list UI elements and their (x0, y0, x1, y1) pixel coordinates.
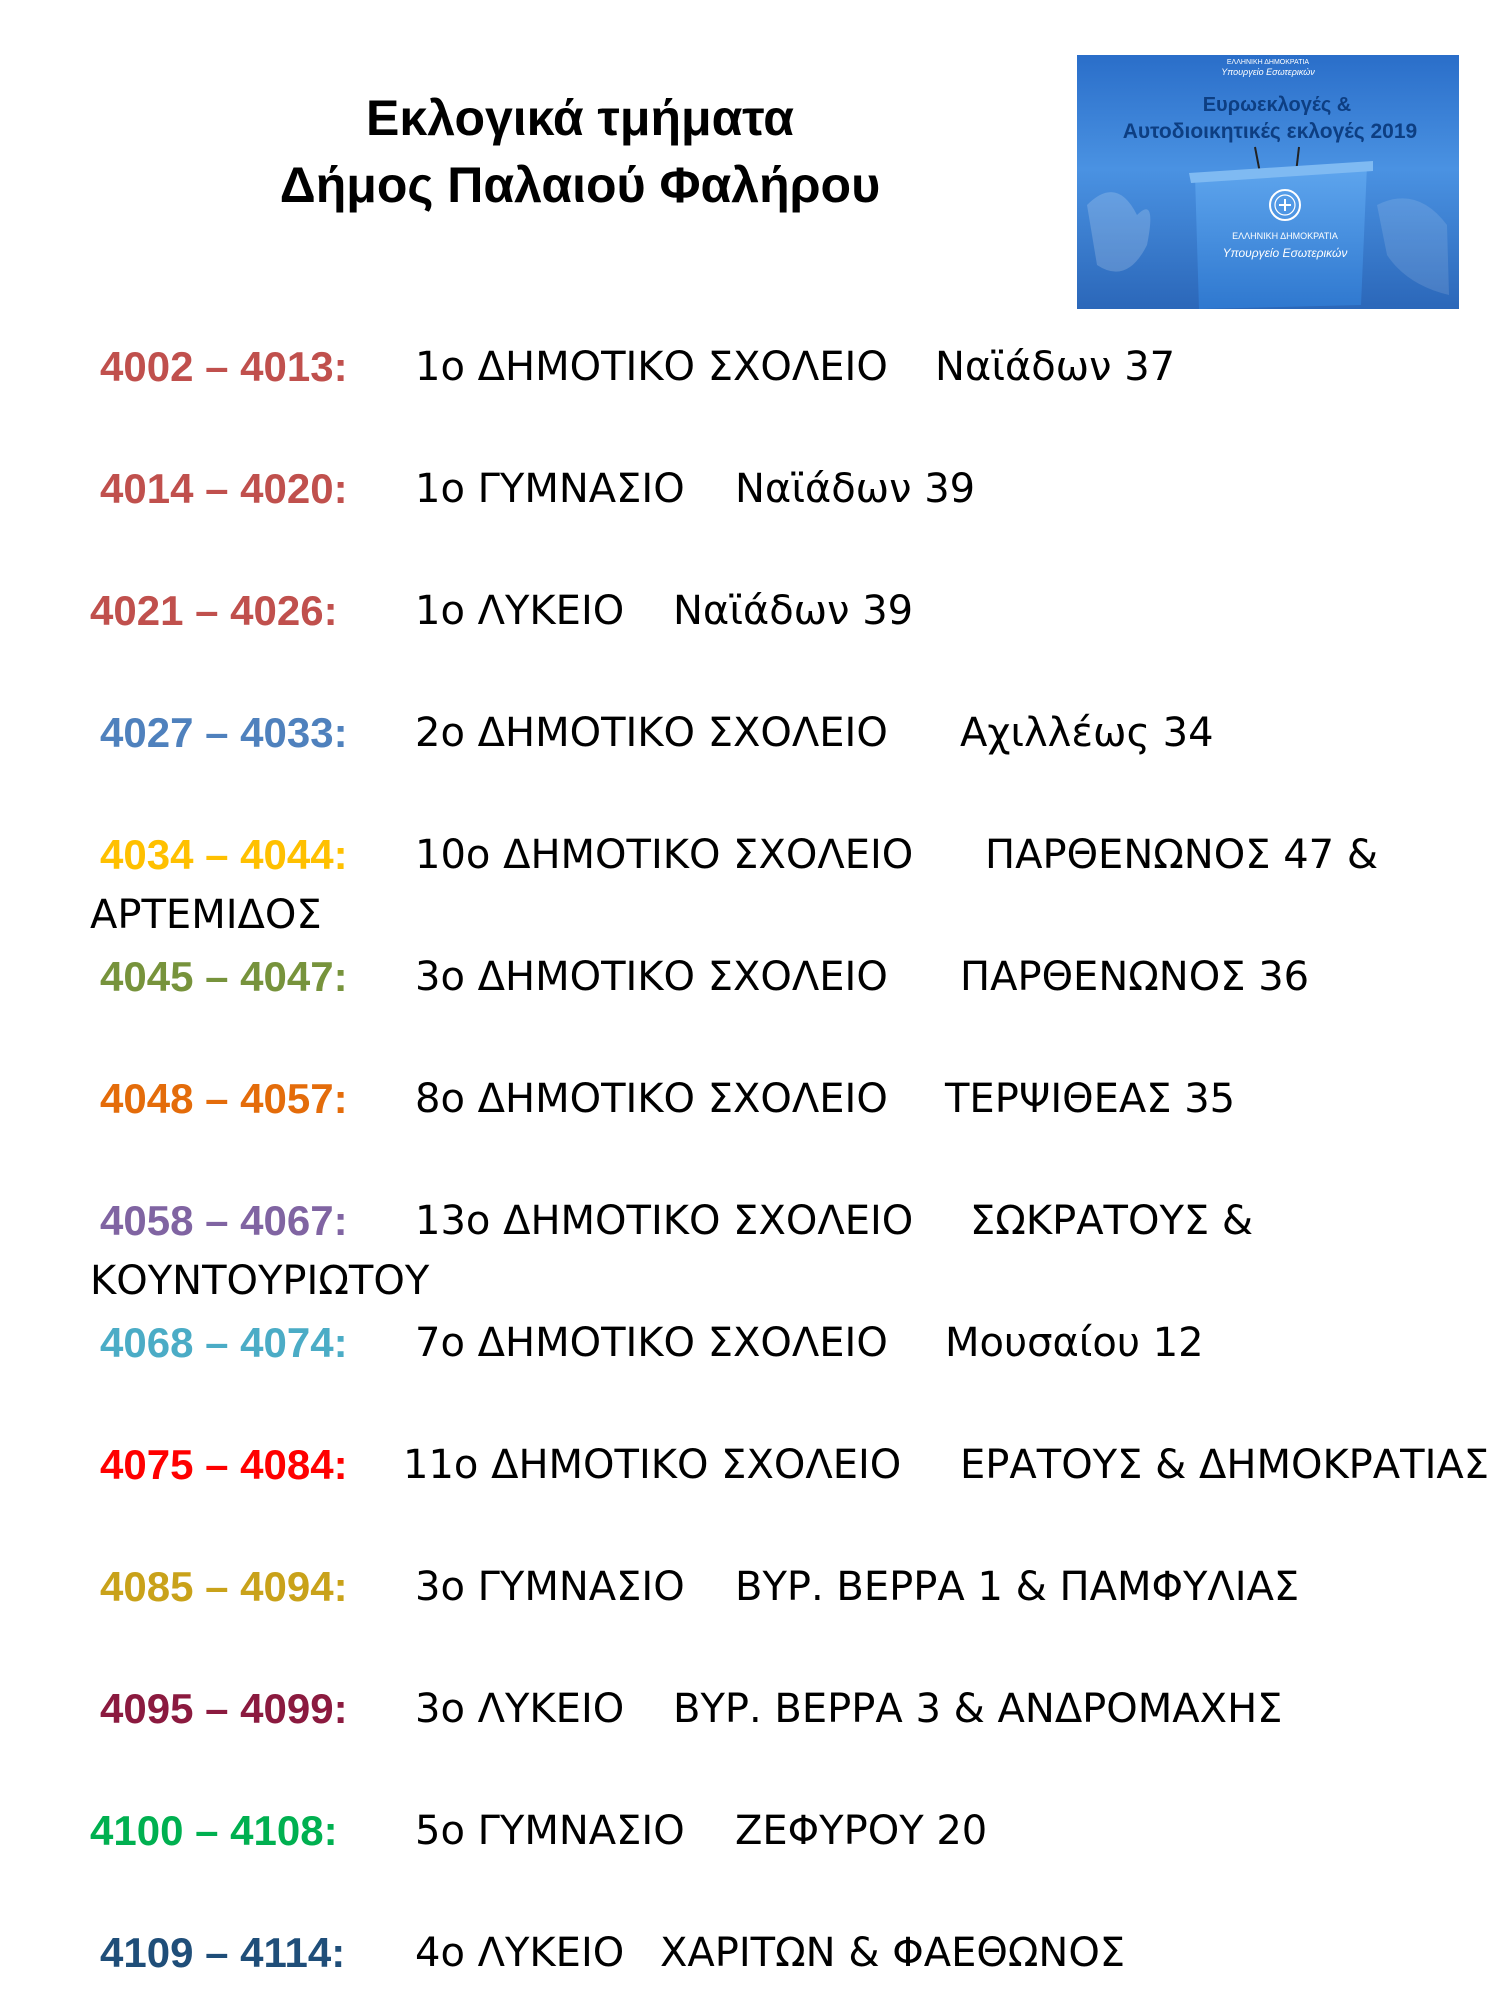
station-range: 4095 – 4099: (100, 1685, 348, 1732)
school-address: ΕΡΑΤΟΥΣ & ΔΗΜΟΚΡΑΤΙΑΣ (960, 1442, 1490, 1488)
greek-emblem-icon (1270, 190, 1300, 220)
school-address: ΤΕΡΨΙΘΕΑΣ 35 (945, 1076, 1236, 1122)
school-address: Μουσαίου 12 (945, 1320, 1204, 1366)
school-name: 11ο ΔΗΜΟΤΙΚΟ ΣΧΟΛΕΙΟ (403, 1442, 902, 1488)
polling-station-entry (0, 1313, 1500, 1373)
station-range: 4002 – 4013: (100, 343, 348, 390)
station-range: 4045 – 4047: (100, 953, 348, 1000)
polling-station-entry (0, 947, 1500, 1007)
page-title: Εκλογικά τμήματα (366, 90, 794, 146)
school-address: ΒΥΡ. ΒΕΡΡΑ 3 & ΑΝΔΡΟΜΑΧΗΣ (673, 1686, 1283, 1732)
polling-station-entry (0, 1923, 1500, 1983)
school-address: ΖΕΦΥΡΟΥ 20 (735, 1808, 988, 1854)
school-address: Ναϊάδων 39 (673, 588, 914, 634)
school-name: 5ο ΓΥΜΝΑΣΙΟ (415, 1808, 685, 1854)
podium-text-2: Υπουργείο Εσωτερικών (1222, 246, 1348, 260)
polling-station-entry (0, 459, 1500, 519)
school-name: 3ο ΔΗΜΟΤΙΚΟ ΣΧΟΛΕΙΟ (415, 954, 888, 1000)
station-range: 4034 – 4044: (100, 831, 348, 878)
station-range: 4075 – 4084: (100, 1441, 348, 1488)
polling-station-entry (0, 581, 1500, 641)
school-name: 4ο ΛΥΚΕΙΟ (415, 1930, 625, 1976)
banner-headline-2: Αυτοδιοικητικές εκλογές 2019 (1122, 120, 1418, 143)
station-range: 4109 – 4114: (100, 1929, 346, 1976)
polling-station-entry (0, 825, 1500, 945)
school-address: ΣΩΚΡΑΤΟΥΣ & (970, 1198, 1254, 1244)
school-address: ΠΑΡΘΕΝΩΝΟΣ 36 (960, 954, 1310, 1000)
station-range: 4014 – 4020: (100, 465, 348, 512)
station-range: 4085 – 4094: (100, 1563, 348, 1610)
station-range: 4058 – 4067: (100, 1197, 348, 1244)
polling-station-entry (0, 337, 1500, 397)
map-silhouette (1087, 192, 1150, 272)
station-range: 4027 – 4033: (100, 709, 348, 756)
school-name: 1ο ΛΥΚΕΙΟ (415, 588, 625, 634)
school-address: Ναϊάδων 39 (735, 466, 976, 512)
school-address-continuation: ΚΟΥΝΤΟΥΡΙΩΤΟΥ (90, 1258, 430, 1304)
banner-headline-1: Ευρωεκλογές & (1202, 94, 1352, 116)
polling-station-entry (0, 1069, 1500, 1129)
station-range: 4048 – 4057: (100, 1075, 348, 1122)
polling-station-entry (0, 1679, 1500, 1739)
polling-station-entry (0, 1191, 1500, 1311)
school-name: 3ο ΓΥΜΝΑΣΙΟ (415, 1564, 685, 1610)
polling-station-entry (0, 1435, 1500, 1495)
station-range: 4100 – 4108: (90, 1807, 338, 1854)
school-address-continuation: ΑΡΤΕΜΙΔΟΣ (90, 892, 322, 938)
podium-text-1: ΕΛΛΗΝΙΚΗ ΔΗΜΟΚΡΑΤΙΑ (1232, 231, 1338, 241)
school-address: ΧΑΡΙΤΩΝ & ΦΑΕΘΩΝΟΣ (660, 1930, 1126, 1976)
election-banner-graphic (1077, 55, 1459, 309)
school-name: 1ο ΔΗΜΟΤΙΚΟ ΣΧΟΛΕΙΟ (415, 344, 888, 390)
banner-top-text-2: Υπουργείο Εσωτερικών (1221, 67, 1315, 77)
polling-station-entry (0, 1801, 1500, 1861)
polling-station-entry (0, 1557, 1500, 1617)
election-banner-image (1077, 55, 1459, 309)
school-name: 3ο ΛΥΚΕΙΟ (415, 1686, 625, 1732)
polling-station-entry (0, 703, 1500, 763)
page-subtitle: Δήμος Παλαιού Φαλήρου (279, 157, 881, 213)
school-address: ΒΥΡ. ΒΕΡΡΑ 1 & ΠΑΜΦΥΛΙΑΣ (735, 1564, 1300, 1610)
school-address: ΠΑΡΘΕΝΩΝΟΣ 47 & (985, 832, 1379, 878)
school-name: 10ο ΔΗΜΟΤΙΚΟ ΣΧΟΛΕΙΟ (415, 832, 914, 878)
school-name: 1ο ΓΥΜΝΑΣΙΟ (415, 466, 685, 512)
banner-top-text-1: ΕΛΛΗΝΙΚΗ ΔΗΜΟΚΡΑΤΙΑ (1226, 59, 1310, 66)
station-range: 4068 – 4074: (100, 1319, 348, 1366)
school-name: 2ο ΔΗΜΟΤΙΚΟ ΣΧΟΛΕΙΟ (415, 710, 888, 756)
school-name: 7ο ΔΗΜΟΤΙΚΟ ΣΧΟΛΕΙΟ (415, 1320, 888, 1366)
school-name: 13ο ΔΗΜΟΤΙΚΟ ΣΧΟΛΕΙΟ (415, 1198, 914, 1244)
school-address: Ναϊάδων 37 (935, 344, 1176, 390)
school-address: Αχιλλέως 34 (960, 710, 1214, 756)
station-range: 4021 – 4026: (90, 587, 338, 634)
school-name: 8ο ΔΗΜΟΤΙΚΟ ΣΧΟΛΕΙΟ (415, 1076, 888, 1122)
map-silhouette-2 (1377, 198, 1449, 295)
